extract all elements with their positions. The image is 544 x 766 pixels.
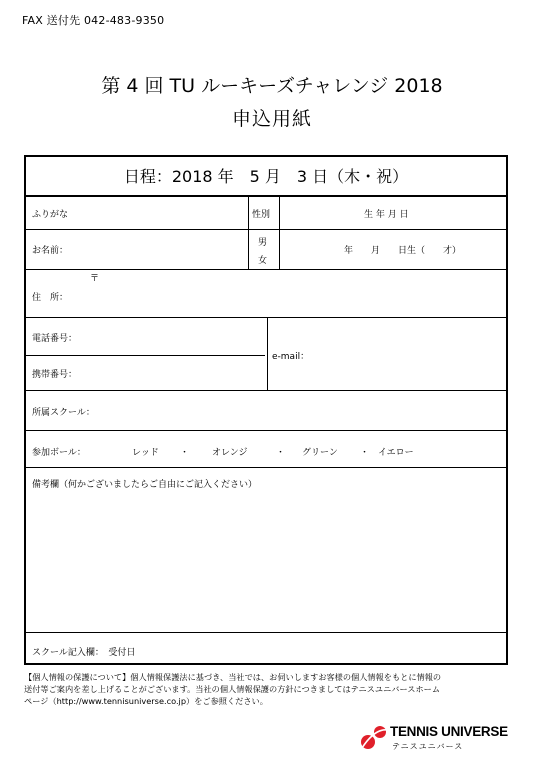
schedule-heading: 日程：2018 年 5 月 3 日（木・祝）	[123, 167, 409, 186]
privacy-line: ページ（http://www.tennisuniverse.co.jp）をご参照ください。	[24, 696, 268, 706]
divider	[267, 317, 268, 390]
gender-female[interactable]: 女	[258, 256, 268, 266]
privacy-notice	[24, 671, 512, 707]
divider	[26, 390, 506, 391]
separator-dot: ・	[276, 448, 286, 458]
separator-dot: ・	[180, 448, 190, 458]
divider	[26, 430, 506, 431]
gender-label: 性別	[252, 210, 271, 220]
name-label: お名前：	[32, 246, 69, 256]
ball-option-yellow[interactable]: イエロー	[378, 448, 414, 458]
furigana-label: ふりがな	[32, 210, 69, 220]
application-form	[24, 155, 508, 665]
logo-kana: テニスユニバース	[392, 742, 464, 751]
logo-text: TENNIS UNIVERSE	[390, 724, 508, 739]
ball-label: 参加ボール：	[32, 448, 86, 458]
divider	[26, 229, 506, 230]
divider	[26, 317, 506, 318]
privacy-line: 送付等ご案内を差し上げることがございます。当社の個人情報保護の方針につきましてはテニスユニバースホーム	[24, 684, 441, 694]
divider	[26, 195, 506, 197]
fax-number: FAX 送付先 042-483-9350	[22, 14, 165, 27]
tennis-universe-logo	[360, 722, 510, 756]
page-title: 第 4 回 TU ルーキーズチャレンジ 2018	[101, 75, 443, 97]
school-label: 所属スクール：	[32, 408, 95, 418]
mobile-label: 携帯番号：	[32, 370, 78, 380]
school-entry-label: スクール記入欄： 受付日	[32, 648, 136, 658]
divider	[279, 195, 280, 269]
birthdate-field[interactable]: 年 月 日生（ 才）	[344, 246, 462, 256]
divider	[26, 269, 506, 270]
ball-option-red[interactable]: レッド	[132, 448, 159, 458]
page-subtitle: 申込用紙	[231, 108, 312, 130]
separator-dot: ・	[360, 448, 370, 458]
privacy-line: 【個人情報の保護について】個人情報保護法に基づき、当社では、お伺いしますお客様の個人情報をもとに情報の	[24, 672, 442, 682]
divider	[26, 632, 506, 633]
address-label: 住 所：	[32, 293, 69, 303]
divider	[248, 195, 249, 269]
ball-option-orange[interactable]: オレンジ	[212, 448, 248, 458]
email-label: e-mail：	[272, 352, 310, 362]
phone-label: 電話番号：	[32, 334, 78, 344]
logo-mark-icon	[360, 724, 390, 752]
postal-mark: 〒	[90, 274, 100, 284]
divider	[26, 467, 506, 468]
divider	[26, 355, 265, 356]
gender-male[interactable]: 男	[258, 238, 268, 248]
remarks-label: 備考欄（何かございましたらご自由にご記入ください）	[32, 480, 258, 490]
ball-option-green[interactable]: グリーン	[302, 448, 338, 458]
birthdate-header: 生 年 月 日	[364, 210, 409, 220]
